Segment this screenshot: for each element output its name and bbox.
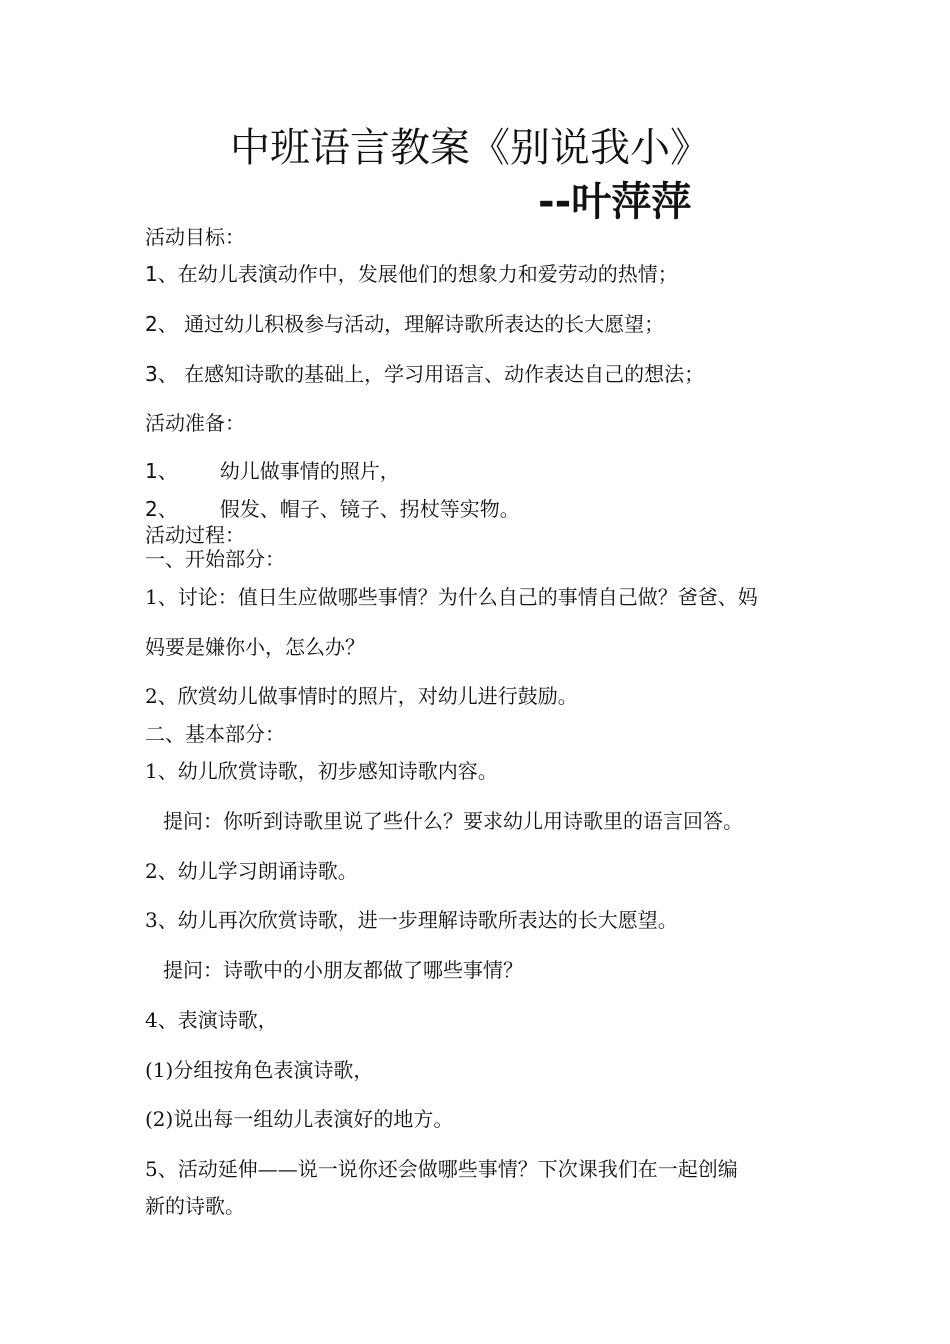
part2-item-5-line-1: 5、活动延伸——说一说你还会做哪些事情？下次课我们在一起创编: [145, 1157, 738, 1181]
part2-item-2: 2、幼儿学习朗诵诗歌。: [145, 859, 358, 883]
part2-item-3: 3、幼儿再次欣赏诗歌，进一步理解诗歌所表达的长大愿望。: [145, 908, 678, 932]
goal-item-1: [145, 261, 678, 287]
document-author: --叶萍萍: [538, 179, 692, 225]
part2-question-1: 提问：你听到诗歌里说了些什么？要求幼儿用诗歌里的语言回答。: [163, 809, 743, 833]
part2-heading: 二、基本部分：: [145, 722, 285, 746]
document-title: 中班语言教案《别说我小》: [230, 125, 710, 171]
goal-item-1-number: 1、: [145, 262, 178, 286]
part2-question-2: 提问：诗歌中的小朋友都做了哪些事情？: [163, 958, 523, 982]
goal-item-3-number: 3、: [145, 362, 178, 386]
part1-item-1-line-1: 1、讨论：值日生应做哪些事情？为什么自己的事情自己做？爸爸、妈: [145, 585, 758, 609]
part1-item-2: 2、欣赏幼儿做事情时的照片，对幼儿进行鼓励。: [145, 684, 578, 708]
goal-item-1-text: 在幼儿表演动作中，发展他们的想象力和爱劳动的热情；: [177, 262, 678, 286]
part1-heading: 一、开始部分：: [145, 547, 285, 571]
goal-item-2-text: 通过幼儿积极参与活动，理解诗歌所表达的长大愿望；: [177, 312, 665, 336]
prep-heading: 活动准备：: [145, 411, 245, 435]
goals-heading: 活动目标：: [145, 225, 245, 249]
goal-item-2-number: 2、: [145, 312, 178, 336]
part2-sub-item-2: (2)说出每一组幼儿表演好的地方。: [145, 1107, 454, 1131]
part2-item-5-line-2: 新的诗歌。: [145, 1194, 245, 1218]
prep-item-1-text: 幼儿做事情的照片，: [219, 459, 400, 483]
prep-item-2-number: 2、: [145, 497, 178, 521]
part1-item-1-line-2: 妈要是嫌你小，怎么办？: [145, 635, 365, 659]
goal-item-3-text: 在感知诗歌的基础上，学习用语言、动作表达自己的想法；: [177, 362, 705, 386]
process-heading: 活动过程：: [145, 523, 245, 547]
part2-item-4: 4、表演诗歌，: [145, 1008, 278, 1032]
goal-item-3: [145, 361, 704, 387]
prep-item-2: [145, 496, 520, 522]
prep-item-1-number: 1、: [145, 459, 178, 483]
prep-item-2-text: 假发、帽子、镜子、拐杖等实物。: [219, 497, 520, 521]
prep-item-1: [145, 458, 400, 484]
part2-sub-item-1: (1)分组按角色表演诗歌，: [145, 1058, 374, 1082]
goal-item-2: [145, 311, 664, 337]
part2-item-1: 1、幼儿欣赏诗歌，初步感知诗歌内容。: [145, 759, 498, 783]
